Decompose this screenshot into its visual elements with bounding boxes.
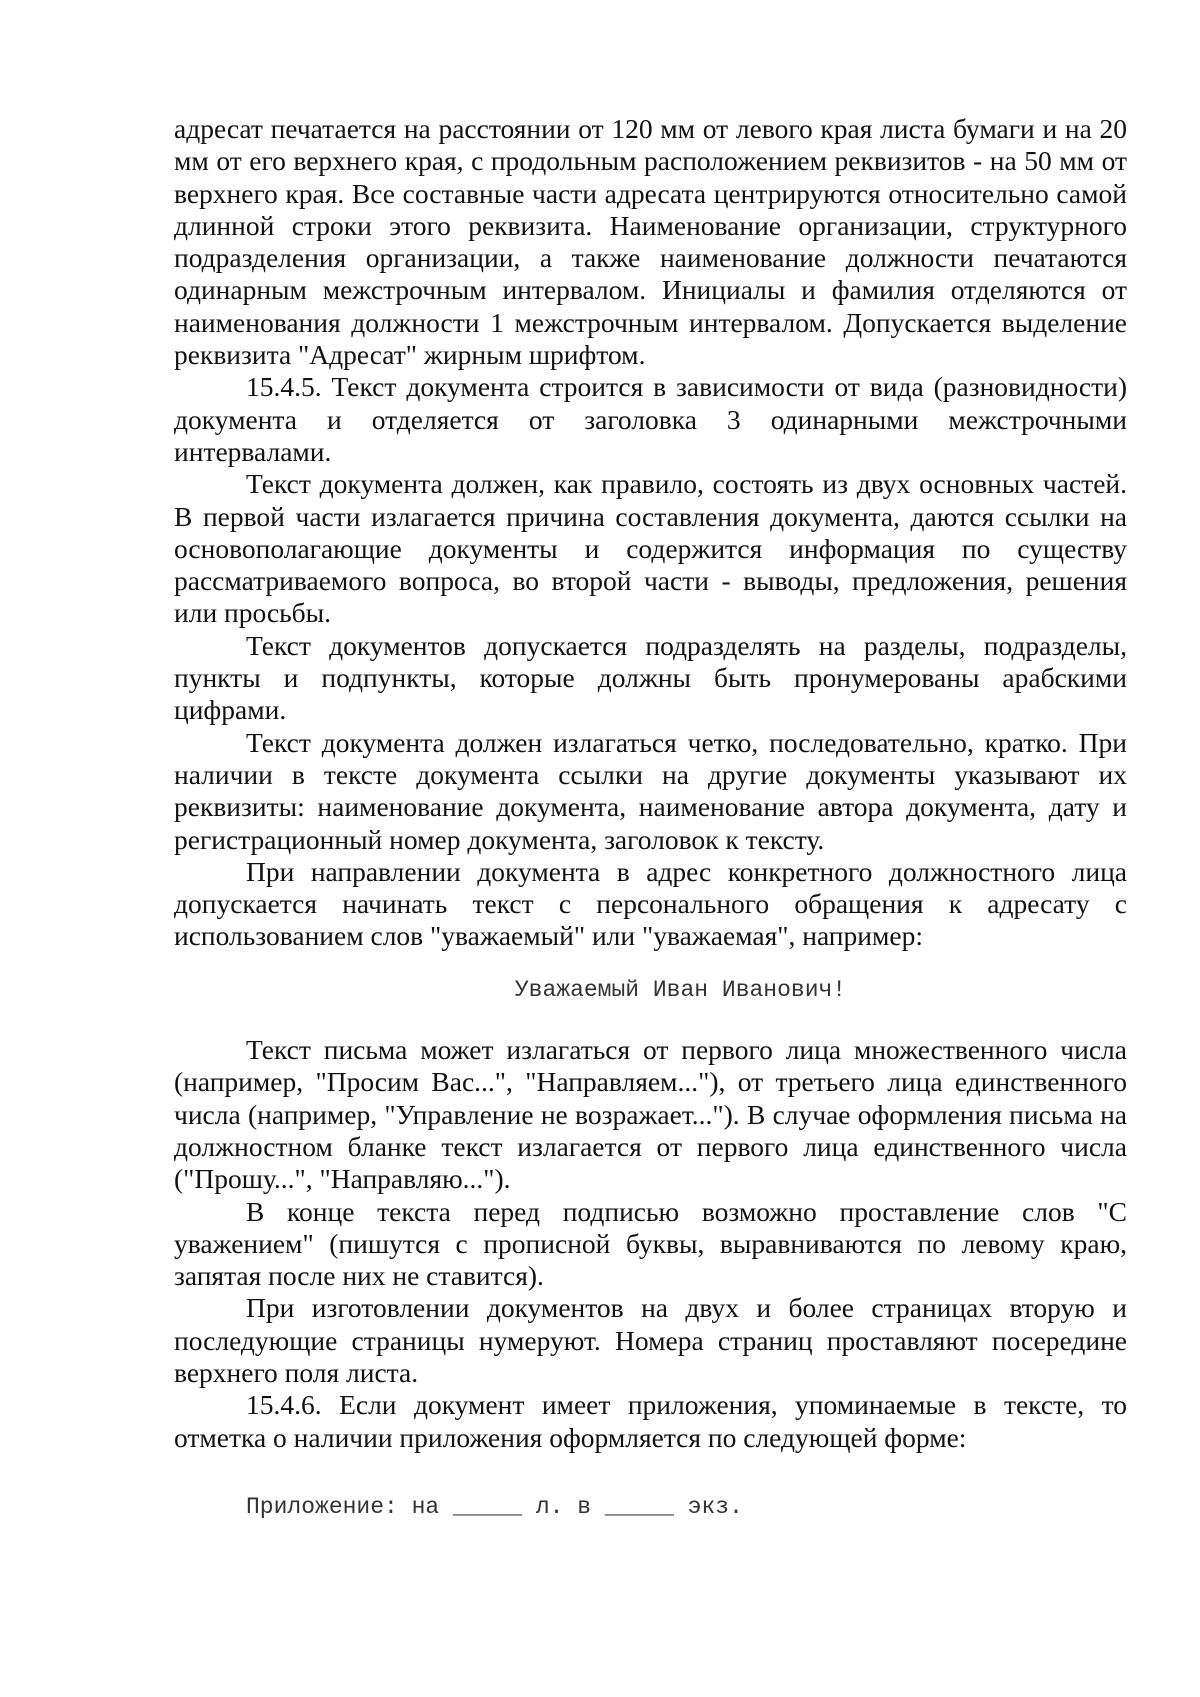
appendix-form-line: Приложение: на _____ л. в _____ экз. (246, 1493, 743, 1520)
paragraph-15-4-6: 15.4.6. Если документ имеет приложения, упоминаемые в тексте, то отметка о наличии приложения оформляется по следующей форме: (174, 1389, 1127, 1453)
paragraph-text-sections: Текст документов допускается подразделять на разделы, подразделы, пункты и подпункты, которые должны быть пронумерованы арабскими цифрами. (174, 629, 1127, 726)
paragraph-person-form: Текст письма может излагаться от первого лица множественного числа (например, "Просим Вас...", "Направляем..."), от третьего лица единственного числа (например, "Управление не возражает..."). В случае оформления письма на должностном бланке текст излагается от первого лица единственного числа ("Прошу...", "Направляю..."). (174, 1034, 1127, 1195)
paragraph-page-numbering: При изготовлении документов на двух и более страницах вторую и последующие страницы нумеруют. Номера страниц проставляют посередине верхнего поля листа. (174, 1292, 1127, 1388)
paragraph-15-4-5: 15.4.5. Текст документа строится в зависимости от вида (разновидности) документа и отделяется от заголовка 3 одинарными межстрочными интервалами. (174, 371, 1127, 467)
paragraph-text-parts: Текст документа должен, как правило, состоять из двух основных частей. В первой части излагается причина составления документа, даются ссылки на основополагающие документы и содержится информация по существу рассматриваемого вопроса, во второй части - выводы, предложения, решения или просьбы. (174, 468, 1127, 629)
paragraph-personal-address: При направлении документа в адрес конкретного должностного лица допускается начинать текст с персонального обращения к адресату с использованием слов "уважаемый" или "уважаемая", например: (174, 855, 1127, 952)
paragraph-addressee: адресат печатается на расстоянии от 120 мм от левого края листа бумаги и на 20 мм от его верхнего края, с продольным расположением реквизитов - на 50 мм от верхнего края. Все составные части адресата центрируются относительно самой длинной строки этого реквизита. Наименование организации, структурного подразделения организации, а также наименование должности печатаются одинарным межстрочным интервалом. Инициалы и фамилия отделяются от наименования должности 1 межстрочным интервалом. Допускается выделение реквизита "Адресат" жирным шрифтом. (174, 113, 1127, 371)
paragraph-text-clarity: Текст документа должен излагаться четко, последовательно, кратко. При наличии в тексте документа ссылки на другие документы указывают их реквизиты: наименование документа, наименование автора документа, дату и регистрационный номер документа, заголовок к тексту. (174, 726, 1127, 855)
paragraph-regards: В конце текста перед подписью возможно проставление слов "С уважением" (пишутся с прописной буквы, выравниваются по левому краю, запятая после них не ставится). (174, 1195, 1127, 1292)
salutation-example: Уважаемый Иван Иванович! (514, 976, 847, 1003)
document-body (174, 113, 1127, 1523)
